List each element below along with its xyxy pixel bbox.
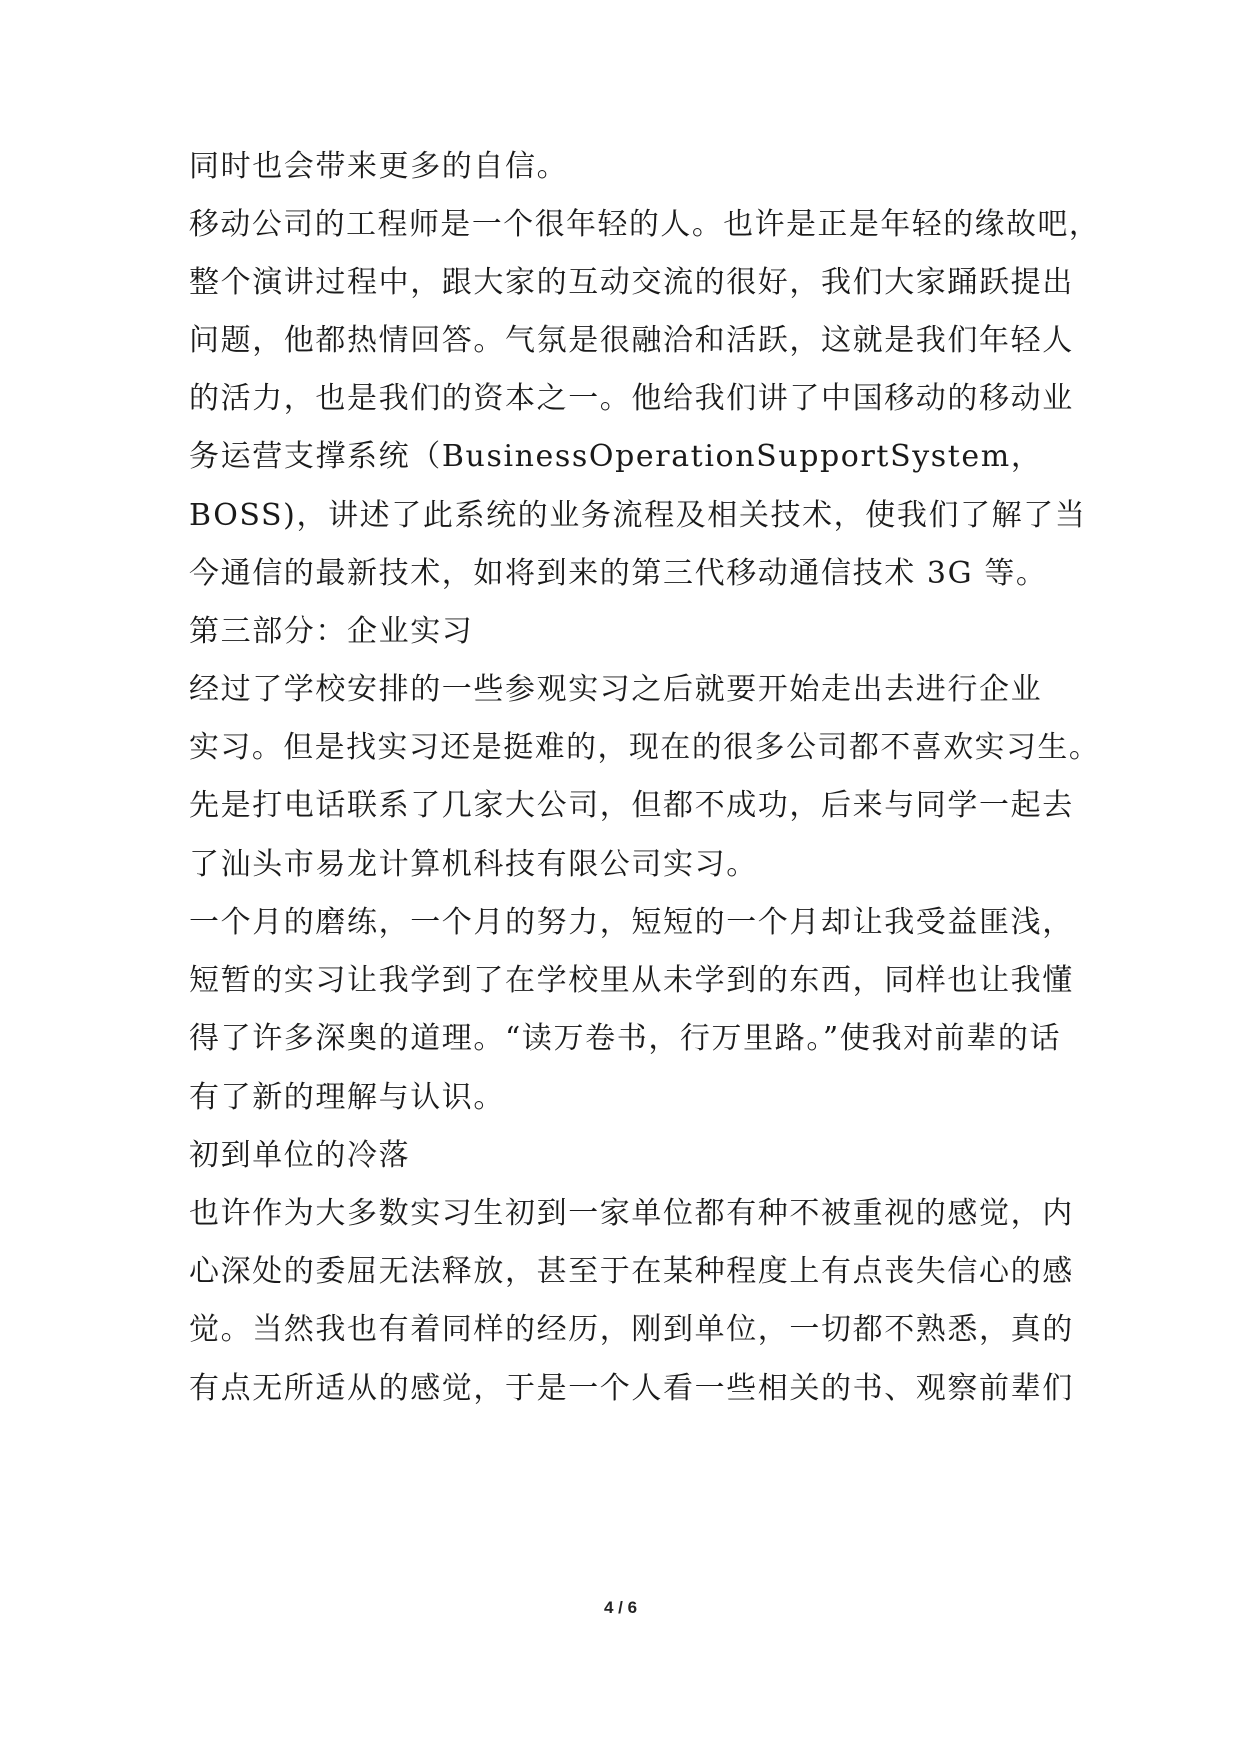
text-token: 支 <box>283 439 316 474</box>
text-line: 有点无所适从的感觉，于是一个人看一些相关的书、观察前辈们 <box>189 1371 1074 1406</box>
text-token: （ <box>410 439 442 474</box>
text-line: 有了新的理解与认识。 <box>189 1080 505 1115</box>
text-token: 撑 <box>315 439 348 474</box>
text-line: 心深处的委屈无法释放，甚至于在某种程度上有点丧失信心的感 <box>189 1254 1074 1289</box>
text-token: 系 <box>347 439 379 474</box>
text-line: BOSS)，讲述了此系统的业务流程及相关技术，使我们了解了当 <box>189 498 1087 533</box>
text-line: 移动公司的工程师是一个很年轻的人。也许是正是年轻的缘故吧， <box>189 207 1101 242</box>
text-line: 短暂的实习让我学到了在学校里从未学到的东西，同样也让我懂 <box>189 963 1074 998</box>
text-line: 先是打电话联系了几家大公司，但都不成功，后来与同学一起去 <box>189 788 1074 823</box>
text-token: Business <box>441 439 589 474</box>
text-line: 第三部分：企业实习 <box>189 614 474 649</box>
text-line: 觉。当然我也有着同样的经历，刚到单位，一切都不熟悉，真的 <box>189 1312 1074 1347</box>
text-line: 了汕头市易龙计算机科技有限公司实习。 <box>189 847 758 882</box>
text-token: Support <box>756 439 891 474</box>
text-line: 今通信的最新技术，如将到来的第三代移动通信技术 3G 等。 <box>189 556 1048 591</box>
text-token: 统 <box>378 439 411 474</box>
text-line: 实习。但是找实习还是挺难的，现在的很多公司都不喜欢实习生。 <box>189 730 1101 765</box>
text-line: 同时也会带来更多的自信。 <box>189 149 569 184</box>
text-token: 务 <box>189 439 221 474</box>
text-token: System <box>890 439 1011 474</box>
text-token: Operation <box>588 439 757 474</box>
page-number: 4 / 6 <box>603 1598 638 1617</box>
text-line: 的活力，也是我们的资本之一。他给我们讲了中国移动的移动业 <box>189 381 1074 416</box>
text-line <box>189 437 1043 477</box>
text-line: 也许作为大多数实习生初到一家单位都有种不被重视的感觉，内 <box>189 1196 1074 1231</box>
text-line: 一个月的磨练，一个月的努力，短短的一个月却让我受益匪浅， <box>189 905 1074 940</box>
text-line: 整个演讲过程中，跟大家的互动交流的很好，我们大家踊跃提出 <box>189 265 1074 300</box>
text-line: 问题，他都热情回答。气氛是很融洽和活跃，这就是我们年轻人 <box>189 323 1074 358</box>
text-token: 运 <box>220 439 253 474</box>
text-token: ， <box>1010 439 1043 474</box>
text-line: 经过了学校安排的一些参观实习之后就要开始走出去进行企业 <box>189 672 1043 707</box>
text-line: 初到单位的冷落 <box>189 1138 411 1173</box>
text-token: 营 <box>252 439 284 474</box>
text-line: 得了许多深奥的道理。“读万卷书，行万里路。”使我对前辈的话 <box>189 1021 1062 1056</box>
